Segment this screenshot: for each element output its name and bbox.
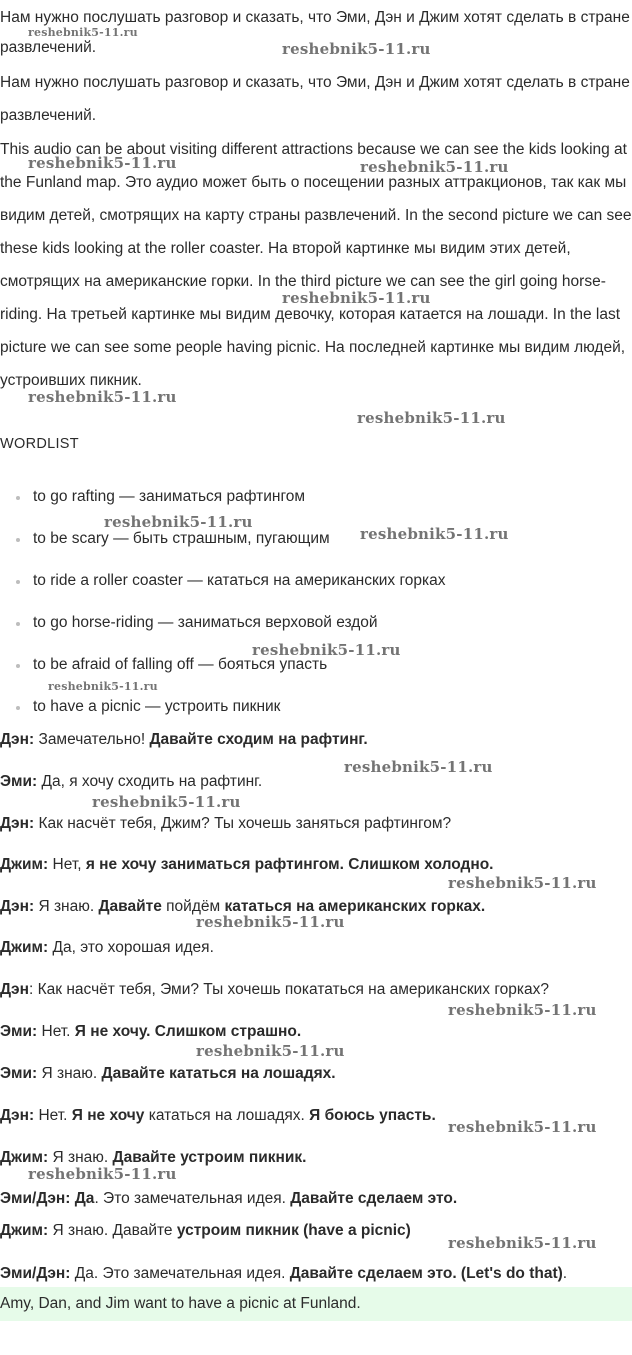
watermark-text: reshebnik5-11.ru: [92, 793, 241, 811]
wordlist-item: to ride a roller coaster — кататься на американских горках: [33, 562, 632, 604]
speaker-name: Дэн:: [0, 898, 35, 915]
emphasized-phrase: Давайте устроим пикник.: [112, 1149, 307, 1166]
wordlist-item: to be scary — быть страшным, пугающим: [33, 520, 632, 562]
speaker-name: Дэн: [0, 981, 29, 998]
emphasized-phrase: я не хочу заниматься рафтингом. Слишком холодно.: [85, 856, 494, 873]
speaker-name: Эми/Дэн: Да: [0, 1190, 95, 1207]
dialogue-text: Как насчёт тебя, Джим? Ты хочешь заняться рафтингом?: [38, 815, 452, 832]
watermark-text: reshebnik5-11.ru: [360, 158, 509, 176]
watermark-text: reshebnik5-11.ru: [252, 641, 401, 659]
speaker-name: Эми:: [0, 1023, 38, 1040]
dialogue-text: кататься на лошадях.: [144, 1107, 310, 1124]
dialogue-text: пойдём: [161, 898, 225, 915]
speaker-name: Дэн:: [0, 731, 35, 748]
emphasized-phrase: кататься на американских горках.: [224, 898, 486, 915]
speaker-name: Джим:: [0, 1149, 49, 1166]
watermark-text: reshebnik5-11.ru: [282, 289, 431, 307]
watermark-text: reshebnik5-11.ru: [282, 40, 431, 58]
dialogue-text: Я знаю.: [52, 1149, 113, 1166]
dialogue-text: Я знаю. Давайте: [52, 1222, 177, 1239]
speaker-name: Джим:: [0, 939, 49, 956]
dialogue-text: Замечательно!: [38, 731, 150, 748]
speaker-name: Джим:: [0, 1222, 49, 1239]
dialogue-text: Да. Это замечательная идея.: [74, 1265, 290, 1282]
emphasized-phrase: Я не хочу. Слишком страшно.: [74, 1023, 302, 1040]
emphasized-phrase: Давайте сделаем это.: [290, 1190, 458, 1207]
speaker-name: Эми:: [0, 773, 38, 790]
dialogue-text: .: [562, 1265, 568, 1282]
dialogue-text: Да, я хочу сходить на рафтинг.: [41, 773, 263, 790]
speaker-name: Джим:: [0, 856, 49, 873]
watermark-text: reshebnik5-11.ru: [360, 525, 509, 543]
emphasized-phrase: устроим пикник (have a picnic): [176, 1222, 411, 1239]
dialogue-line: [0, 1021, 632, 1043]
watermark-text: reshebnik5-11.ru: [28, 388, 177, 406]
watermark-text: reshebnik5-11.ru: [28, 26, 138, 39]
dialogue-line: [0, 813, 632, 835]
watermark-text: reshebnik5-11.ru: [196, 913, 345, 931]
watermark-text: reshebnik5-11.ru: [196, 1042, 345, 1060]
wordlist-heading: WORDLIST: [0, 436, 79, 452]
emphasized-phrase: Давайте сделаем это. (Let's do that): [289, 1265, 563, 1282]
emphasized-phrase: Я не хочу: [71, 1107, 145, 1124]
emphasized-phrase: Я боюсь упасть.: [309, 1107, 436, 1124]
watermark-text: reshebnik5-11.ru: [448, 874, 597, 892]
watermark-text: reshebnik5-11.ru: [448, 1001, 597, 1019]
watermark-text: reshebnik5-11.ru: [28, 154, 177, 172]
watermark-text: reshebnik5-11.ru: [448, 1234, 597, 1252]
intro-paragraph-repeat: Нам нужно послушать разговор и сказать, что Эми, Дэн и Джим хотят сделать в стране развлечений.: [0, 74, 630, 124]
dialogue-line: [0, 937, 632, 959]
dialogue-line: [0, 979, 632, 1001]
dialogue-text: Да, это хорошая идея.: [52, 939, 214, 956]
dialogue-line: [0, 771, 632, 793]
dialogue-text: Нет,: [52, 856, 86, 873]
emphasized-phrase: Давайте кататься на лошадях.: [101, 1065, 336, 1082]
dialogue-line: [0, 1263, 632, 1285]
wordlist-item: to go horse-riding — заниматься верховой ездой: [33, 604, 632, 646]
answer-highlight: Amy, Dan, and Jim want to have a picnic at Funland.: [0, 1287, 632, 1321]
dialogue-line: [0, 1063, 632, 1085]
speaker-name: Эми/Дэн:: [0, 1265, 71, 1282]
dialogue-text: . Это замечательная идея.: [94, 1190, 291, 1207]
dialogue-text: : Как насчёт тебя, Эми? Ты хочешь покататься на американских горках?: [28, 981, 550, 998]
dialogue-text: Я знаю.: [38, 898, 99, 915]
speaker-name: Дэн:: [0, 1107, 35, 1124]
emphasized-phrase: Давайте сходим на рафтинг.: [149, 731, 368, 748]
watermark-text: reshebnik5-11.ru: [28, 1165, 177, 1183]
dialogue-text: Я знаю.: [41, 1065, 102, 1082]
wordlist-item: to go rafting — заниматься рафтингом: [33, 478, 632, 520]
speaker-name: Дэн:: [0, 815, 35, 832]
emphasized-phrase: Давайте: [98, 898, 162, 915]
dialogue-text: Нет.: [38, 1107, 72, 1124]
intro-paragraph: Нам нужно послушать разговор и сказать, что Эми, Дэн и Джим хотят сделать в стране развлечений.: [0, 9, 630, 56]
dialogue-line: [0, 729, 632, 751]
watermark-text: reshebnik5-11.ru: [448, 1118, 597, 1136]
speaker-name: Эми:: [0, 1065, 38, 1082]
dialogue-line: [0, 854, 632, 876]
audio-description-paragraph: This audio can be about visiting different attractions because we can see the kids looking at the Funland map. Это аудио может быть о посещении разных аттракционов, так как мы видим детей, смотрящих на карту страны развлечений. In the second picture we can see these kids looking at the roller coaster. На второй картинке мы видим этих детей, смотрящих на американские горки. In the third picture we can see the girl going horse-riding. На третьей картинке мы видим девочку, которая катается на лошади. In the last picture we can see some people having picnic. На последней картинке мы видим людей, устроивших пикник.: [0, 141, 632, 389]
watermark-text: reshebnik5-11.ru: [344, 758, 493, 776]
dialogue-text: Нет.: [41, 1023, 75, 1040]
wordlist-item: to be afraid of falling off — бояться упасть: [33, 646, 632, 688]
wordlist-item: to have a picnic — устроить пикник: [33, 688, 632, 730]
watermark-text: reshebnik5-11.ru: [48, 680, 158, 693]
watermark-text: reshebnik5-11.ru: [357, 409, 506, 427]
dialogue-line: [0, 1188, 632, 1210]
watermark-text: reshebnik5-11.ru: [104, 513, 253, 531]
